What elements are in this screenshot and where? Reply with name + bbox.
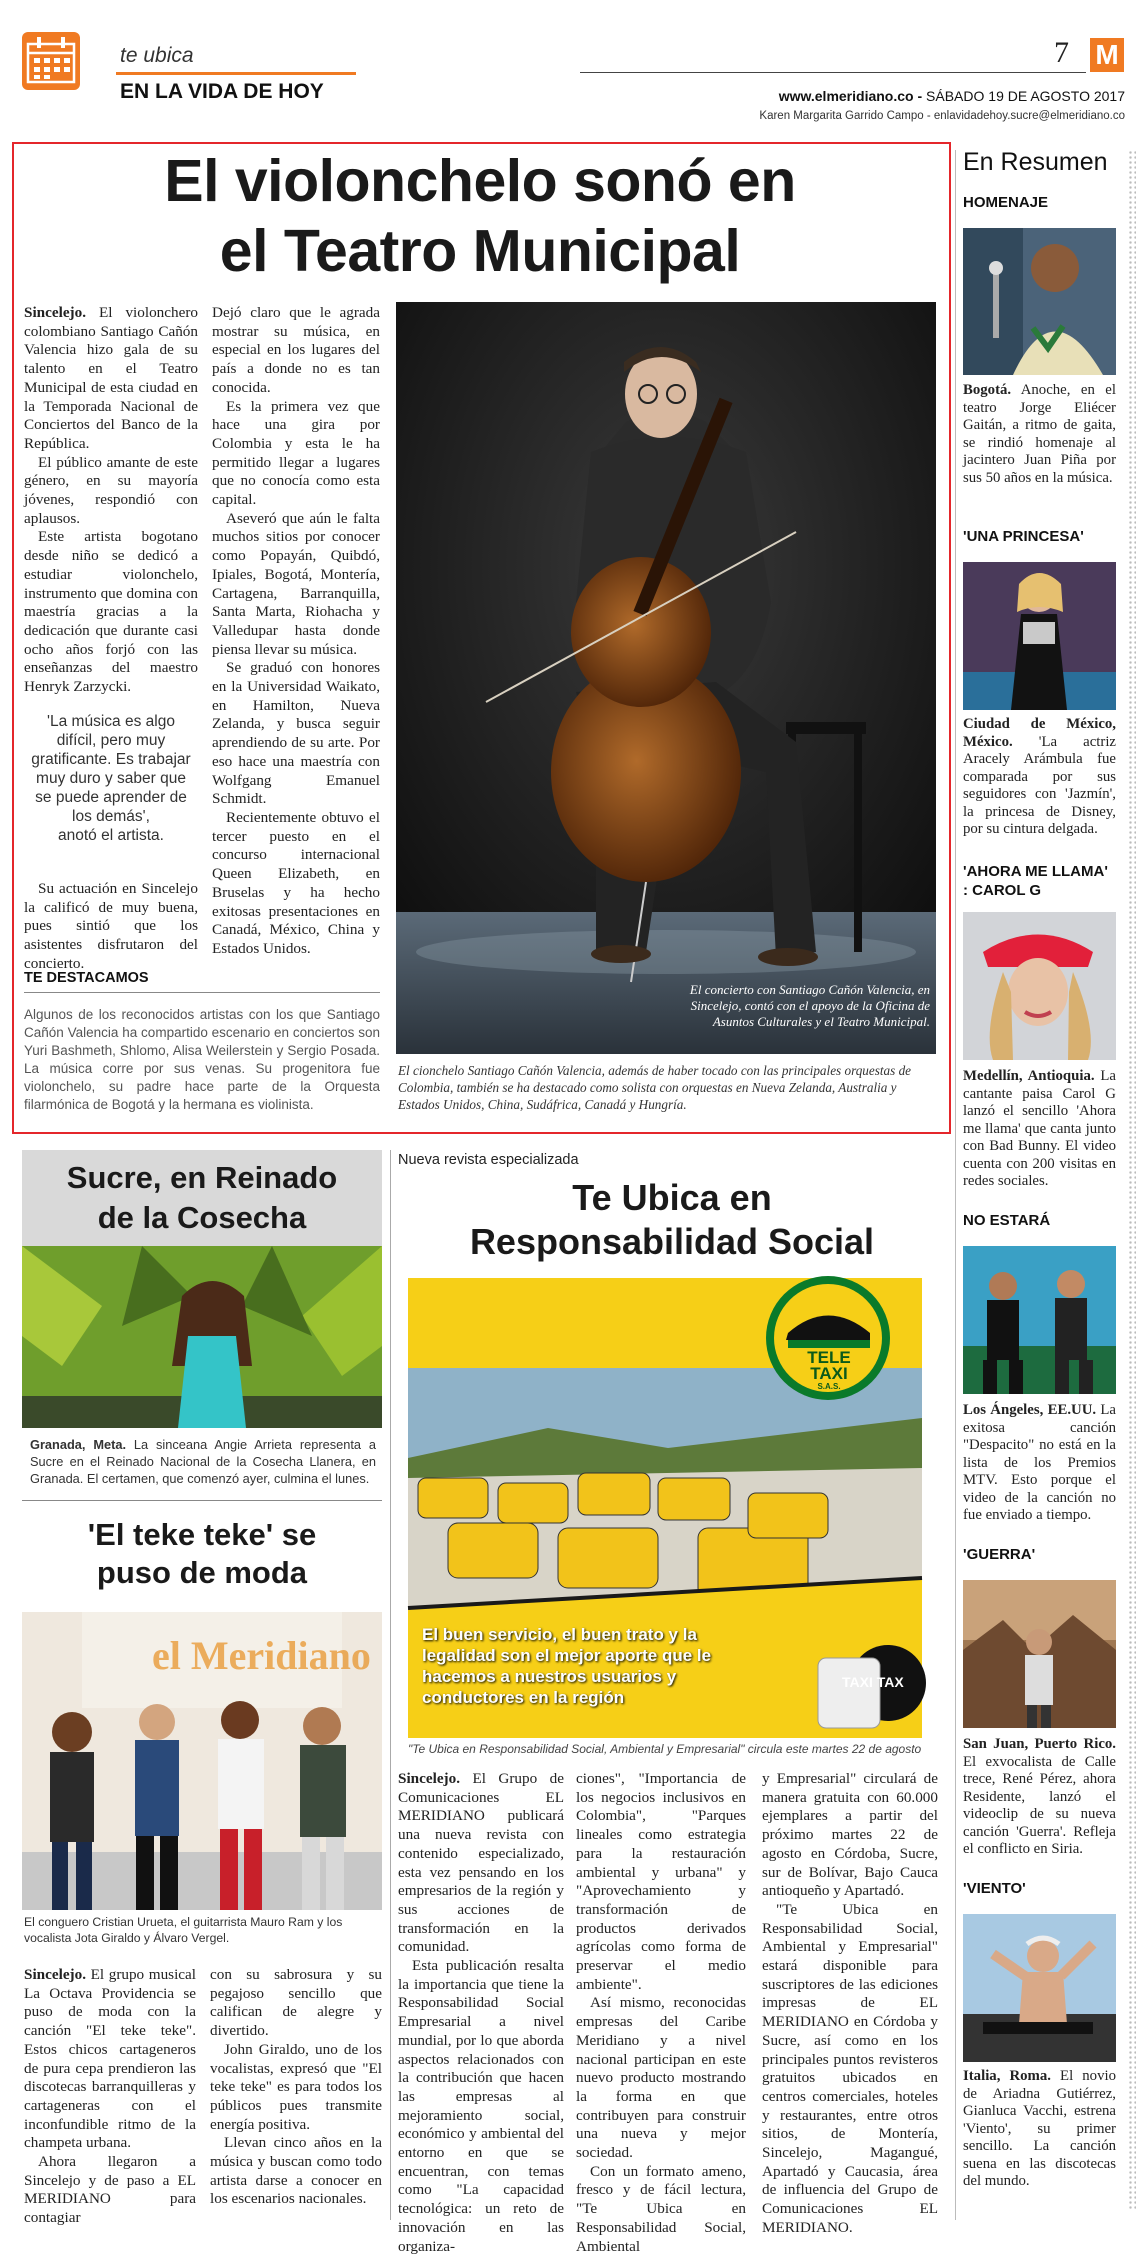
teke-col1	[24, 1966, 196, 2228]
editor-line: Karen Margarita Garrido Campo - enlavidadehoy.sucre@elmeridiano.co	[759, 110, 1125, 122]
header-rule	[580, 72, 1086, 73]
lead-col1	[24, 304, 198, 697]
revista-col3-p1: y Empresarial" circulará de manera gratuita con 60.000 ejemplares a partir del próximo martes 22 de agosto en Córdoba, Sucre, sur de Bolívar, Bajo Cauca antioqueño y Apartadó.	[762, 1770, 938, 1900]
teke-headline-line1: 'El teke teke' se	[87, 1517, 317, 1552]
dateline	[779, 88, 1125, 104]
lead-col1-p2: El público amante de este género, en su mayoría jóvenes, respondió con aplausos.	[24, 453, 198, 527]
sidebar-item-5-photo	[963, 1580, 1116, 1728]
sidebar-item-1-lead: Bogotá.	[963, 382, 1012, 398]
teletaxi-brand-line1: TELE	[807, 1348, 851, 1367]
sidebar-item-6-photo	[963, 1914, 1116, 2062]
destacamos-title: TE DESTACAMOS	[24, 970, 149, 986]
teke-col2	[210, 1966, 382, 2209]
teke-headline	[22, 1516, 382, 1592]
sucre-divider	[22, 1500, 382, 1501]
sidebar-item-1-body: Anoche, en el teatro Jorge Eliécer Gaitán, a ritmo de gaita, se rindió homenaje al jacintero Juan Piña por sus 50 años en la música.	[963, 382, 1116, 486]
sidebar-item-2-text	[963, 716, 1116, 839]
revista-headline-line1: Te Ubica en	[572, 1177, 772, 1218]
revista-col1-p2: Esta publicación resalta la importancia que tiene la Responsabilidad Social Empresarial a nivel mundial, por lo que aborda aspectos relacionados con la contribución que hacen las empresas al mejoramiento social, económico y ambiental del entorno en que se encuentran, con temas como "La capacidad tecnológica: un reto de innovación en las organiza-	[398, 1957, 564, 2255]
revista-caption: "Te Ubica en Responsabilidad Social, Ambiental y Empresarial" circula este martes 22 de agosto	[408, 1742, 922, 1756]
teke-col1-p2: Ahora llegaron a Sincelejo y de paso a EL MERIDIANO para contagiar	[24, 2153, 196, 2227]
teke-col1-p1: El grupo musical La Octava Providencia se puso de moda con la canción "El teke teke". Estos chicos cartageneros de pura cepa prendieron las discotecas barranquilleras y cartageneras con el inconfundible ritmo de la champeta urbana.	[24, 1966, 196, 2152]
lead-col2-p2: Es la primera vez que hace una gira por Colombia y esta le ha permitido llegar a lugares que no conocía como esta capital.	[212, 397, 380, 509]
lead-col1-p4: Su actuación en Sincelejo la calificó de muy buena, pues sintió que los asistentes disfrutaron del concierto.	[24, 880, 198, 972]
sidebar-title: En Resumen	[963, 148, 1108, 176]
page-number: 7	[1054, 36, 1069, 69]
lead-col2-p1: Dejó claro que le agrada mostrar su música, en especial en los lugares del país a donde no es tan conocida.	[212, 304, 380, 396]
sidebar-item-3-lead: Medellín, Antioquia.	[963, 1068, 1095, 1084]
dateline-sep: -	[913, 88, 927, 104]
lead-col1-p3: Este artista bogotano desde niño se dedicó a estudiar violonchelo, instrumento que domina con maestría gracias a la dedicación que durante casi ocho años forjó con las enseñanzas del maestro Henryk Zarzycki.	[24, 528, 198, 696]
pull-quote	[30, 712, 192, 845]
lead-col1-bottom	[24, 880, 198, 974]
pull-quote-attrib: anotó el artista.	[58, 827, 164, 844]
teke-caption: El conguero Cristian Urueta, el guitarrista Mauro Ram y los vocalista Jota Giraldo y Álvaro Vergel.	[24, 1915, 343, 1945]
lead-headline-line1: El violonchelo sonó en	[164, 148, 796, 214]
sucre-caption	[30, 1436, 376, 1487]
teke-photo-sign: el Meridiano	[152, 1633, 371, 1678]
revista-col2	[576, 1770, 746, 2256]
sidebar-item-3-photo	[963, 912, 1116, 1060]
sidebar-item-2-photo	[963, 562, 1116, 710]
dateline-date: SÁBADO 19 DE AGOSTO 2017	[926, 88, 1125, 104]
teke-dateline: Sincelejo.	[24, 1966, 87, 1983]
revista-col3	[762, 1770, 938, 2238]
teletaxi-ad	[408, 1278, 922, 1738]
revista-col2-p3: Con un formato ameno, fresco y de fácil lectura, "Te Ubica en Responsabilidad Social, Ambiental	[576, 2162, 746, 2255]
teke-col2-p3: Llevan cinco años en la música y buscan como todo artista darse a conocer en los escenarios nacionales.	[210, 2134, 382, 2208]
teletaxi-brand	[784, 1350, 874, 1392]
sidebar-item-5-head: 'GUERRA'	[963, 1546, 1036, 1563]
sidebar-item-2-lead: Ciudad de México, México.	[963, 716, 1116, 750]
sidebar-item-2-body: 'La actriz Aracely Arámbula fue comparada por sus seguidores con 'Jazmín', la princesa de Disney, por su cintura delgada.	[963, 733, 1116, 837]
sidebar-item-6-body: El novio de Ariadna Gutiérrez, Gianluca Vacchi, estrena 'Viento', su primer sencillo. La canción suena en las discotecas del mundo.	[963, 2068, 1116, 2189]
teke-headline-line2: puso de moda	[96, 1555, 308, 1590]
revista-dateline: Sincelejo.	[398, 1770, 461, 1787]
lead-col1-p1: El violonchero colombiano Santiago Cañón Valencia hizo gala de su talento en el Teatro Municipal de esta ciudad en la Temporada Nacional de Conciertos del Banco de la República.	[24, 304, 198, 452]
revista-vrule	[390, 1150, 391, 2220]
revista-headline	[398, 1176, 946, 1264]
teke-col2-p2: John Giraldo, uno de los vocalistas, expresó que "El teke teke" es para todos los públicos pues transmite energía positiva.	[210, 2040, 382, 2133]
sidebar-vrule	[955, 150, 956, 2220]
teletaxi-brand-line2: TAXI	[810, 1364, 848, 1383]
teletaxi-slogan: El buen servicio, el buen trato y la legalidad son el mejor aporte que le hacemos a nuestros usuarios y conductores en la región	[422, 1625, 712, 1707]
cellist-photo	[396, 302, 936, 1054]
sidebar-item-1-text	[963, 382, 1116, 487]
sucre-headline-line2: de la Cosecha	[97, 1200, 307, 1235]
lead-photo-caption: El cionchelo Santiago Cañón Valencia, además de haber tocado con las principales orquestas de Colombia, también se ha destacado como solista con orquestas en Nueva Zelanda, Australia y Estados Unidos, China, Sudáfrica, Canadá y Hungría.	[398, 1063, 912, 1112]
sucre-headline	[22, 1150, 382, 1246]
revista-kicker: Nueva revista especializada	[398, 1152, 579, 1168]
revista-headline-line2: Responsabilidad Social	[469, 1221, 875, 1262]
teletaxi-app-label: TAXI TAX	[842, 1674, 904, 1690]
sidebar-item-1-head: HOMENAJE	[963, 194, 1049, 211]
lead-col2-p5: Recientemente obtuvo el tercer puesto en el concurso internacional Queen Elizabeth, en Bruselas y ha hecho exitosas presentaciones en Canadá, México, China y Estados Unidos.	[212, 808, 380, 957]
revista-col2-p2: Así mismo, reconocidas empresas del Caribe Meridiano y a nivel nacional participan en este nuevo producto mostrando la forma en que contribuyen para construir una nueva y mejor sociedad.	[576, 1994, 746, 2162]
sidebar-item-3-head: 'AHORA ME LLAMA' : CAROL G	[963, 863, 1108, 899]
sidebar-item-4-text	[963, 1402, 1116, 1525]
revista-col2-p1: ciones", "Importancia de los negocios inclusivos en Colombia", "Parques lineales como estrategia para la restauración ambiental y urbana" y "Aprovechamiento y transformación de productos derivados agrícolas como forma de preservar el medio ambiente".	[576, 1770, 746, 1993]
section-kicker: te ubica	[120, 44, 194, 67]
section-title: EN LA VIDA DE HOY	[120, 80, 324, 103]
sidebar-item-1-photo	[963, 228, 1116, 375]
photo-inset-caption: El concierto con Santiago Cañón Valencia, en Sincelejo, contó con el apoyo de la Oficina de Asuntos Culturales y el Teatro Municipal.	[689, 982, 930, 1029]
sucre-caption-lead: Granada, Meta.	[30, 1437, 127, 1452]
teletaxi-brand-sub: S.A.S.	[817, 1382, 841, 1391]
destacamos-text: Algunos de los reconocidos artistas con los que Santiago Cañón Valencia ha compartido escenario en conciertos son Yuri Bashmeth, Shlomo, Alisa Weilerstein y Sergio Posada. La música corre por sus venas. Su progenitora fue violonchelo, su padre hace parte de la Orquesta filarmónica de Bogotá y la hermana es violinista.	[24, 1007, 380, 1112]
section-rule	[116, 72, 356, 75]
sidebar-item-2-head: 'UNA PRINCESA'	[963, 528, 1084, 545]
revista-col1-p1: El Grupo de Comunicaciones EL MERIDIANO publicará una nueva revista con contenido especializado, esta vez pensando en los empresarios de la región y sus acciones de transformación en la comunidad.	[398, 1770, 564, 1956]
dateline-site[interactable]: www.elmeridiano.co	[778, 88, 914, 104]
sidebar-item-4-photo	[963, 1246, 1116, 1394]
sidebar-item-6-lead: Italia, Roma.	[963, 2068, 1051, 2084]
revista-col1	[398, 1770, 564, 2256]
teke-col2-p1: con su sabrosura y su pegajoso sencillo que califican de alegre y divertido.	[210, 1966, 382, 2040]
sidebar-item-5-text	[963, 1736, 1116, 1859]
destacamos-rule	[24, 992, 380, 993]
sidebar-item-6-text	[963, 2068, 1116, 2191]
lead-headline	[20, 146, 940, 286]
sidebar-item-6-head: 'VIENTO'	[963, 1880, 1026, 1897]
lead-col2-p4: Se graduó con honores en la Universidad Waikato, en Hamilton, Nueva Zelanda, y busca seguir aprendiendo de su arte. Por eso hace una maestría con Wolfgang Emanuel Schmidt.	[212, 659, 380, 808]
lead-col2	[212, 304, 380, 959]
sidebar-item-4-head: NO ESTARÁ	[963, 1212, 1051, 1229]
sidebar-item-4-lead: Los Ángeles, EE.UU.	[963, 1402, 1097, 1418]
sidebar-item-5-lead: San Juan, Puerto Rico.	[963, 1736, 1116, 1752]
section-calendar-icon	[22, 32, 80, 90]
revista-col3-p2: "Te Ubica en Responsabilidad Social, Ambiental y Empresarial" estará disponible para suscriptores de las ediciones impresas de EL MERIDIANO en Córdoba y Sucre, así como en los principales puntos revisteros gratuitos ubicados en centros comerciales, hoteles y restaurantes, entre otros sitios, de Montería, Sincelejo, Magangué, Apartadó y Caucasia, área de influencia del Grupo de Comunicaciones EL MERIDIANO.	[762, 1900, 938, 2236]
sucre-headline-line1: Sucre, en Reinado	[66, 1160, 338, 1195]
sidebar-item-4-body: La exitosa canción "Despacito" no está en la lista de los Premios MTV. Esto porque el video de la canción no fue enviado a tiempo.	[963, 1402, 1116, 1523]
sidebar-item-3-body: La cantante paisa Carol G lanzó el sencillo 'Ahora me llama' que canta junto con Bad Bunny. El video cuenta con 200 visitas en redes sociales.	[963, 1068, 1116, 1189]
lead-col2-p3: Aseveró que aún le falta muchos sitios por conocer como Popayán, Quibdó, Ipiales, Bogotá, Montería, Cartagena, Barranquilla, Santa Marta, Riohacha y Valledupar hasta donde piensa llevar su música.	[212, 509, 380, 658]
teke-photo	[22, 1612, 382, 1910]
sucre-photo	[22, 1246, 382, 1428]
sucre-caption-body: La sinceana Angie Arrieta representa a Sucre en el Reinado Nacional de la Cosecha Llanera, en Granada. El certamen, que comenzó ayer, culmina el lunes.	[30, 1437, 376, 1486]
pull-quote-text: 'La música es algo difícil, pero muy gratificante. Es trabajar muy duro y saber que se puede aprender de los demás',	[31, 713, 191, 825]
sidebar-item-3-text	[963, 1068, 1116, 1191]
lead-headline-line2: el Teatro Municipal	[219, 218, 741, 284]
lead-dateline: Sincelejo.	[24, 304, 87, 321]
sidebar-dots	[1128, 150, 1136, 2210]
logo-m: M	[1090, 38, 1124, 72]
sidebar-item-5-body: El exvocalista de Calle trece, René Pérez, ahora Residente, lanzó el videoclip de su nueva canción 'Guerra'. Refleja el conflicto en Siria.	[963, 1753, 1116, 1857]
